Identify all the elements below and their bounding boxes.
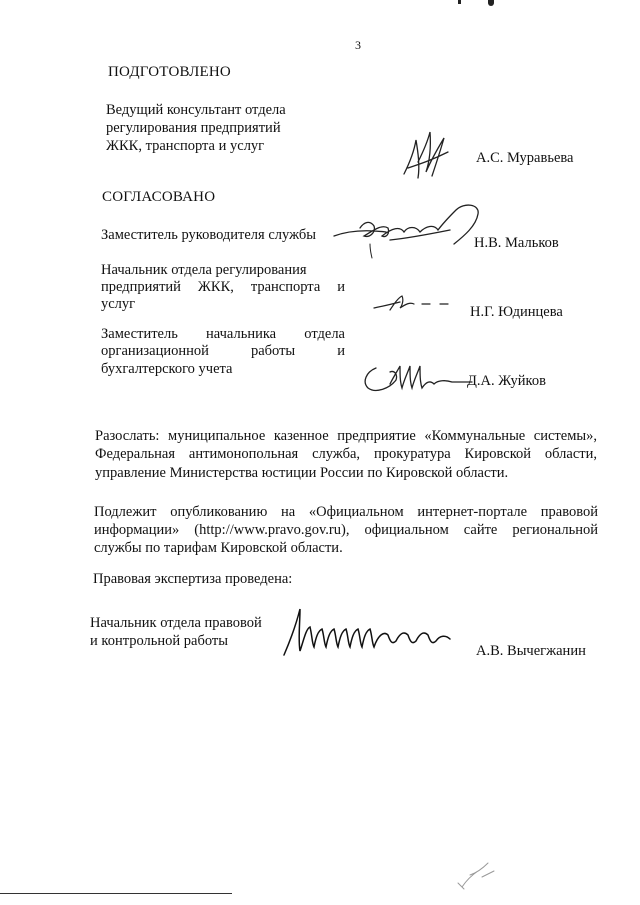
signature-muraveva [396, 122, 466, 192]
agreed-signer-3-position: организационной работы и [101, 343, 345, 359]
publication-line: службы по тарифам Кировской области. [94, 540, 343, 556]
distribution-line: Федеральная антимонопольная служба, прокуратура Кировской области, [95, 446, 597, 462]
agreed-signer-3-name: Д.А. Жуйков [467, 373, 546, 389]
publication-line: Подлежит опубликованию на «Официальном интернет-портале правовой [94, 504, 598, 520]
agreed-signer-3-position: Заместитель начальника отдела [101, 326, 345, 342]
prepared-position-line: регулирования предприятий [106, 120, 281, 136]
agreed-signer-1-name: Н.В. Мальков [474, 235, 559, 251]
agreed-signer-1-position: Заместитель руководителя службы [101, 227, 317, 243]
signature-vychegzhanin [270, 605, 460, 660]
distribution-line: управление Министерства юстиции России по Кировской области. [95, 465, 509, 481]
bottom-rule [0, 893, 232, 894]
agreed-signer-2-name: Н.Г. Юдинцева [470, 304, 563, 320]
prepared-heading: ПОДГОТОВЛЕНО [108, 64, 231, 80]
agreed-signer-2-position: услуг [101, 296, 136, 312]
prepared-position-line: Ведущий консультант отдела [106, 102, 286, 118]
signature-malkov [330, 200, 490, 260]
scan-artifact [488, 0, 494, 6]
legal-review-position: и контрольной работы [90, 633, 228, 649]
scan-artifact [458, 0, 461, 4]
agreed-signer-2-position: предприятий ЖКК, транспорта и [101, 279, 345, 295]
legal-review-name: А.В. Вычегжанин [476, 643, 586, 659]
legal-review-position: Начальник отдела правовой [90, 615, 262, 631]
signature-zhuykov [360, 358, 480, 398]
agreed-heading: СОГЛАСОВАНО [102, 189, 216, 205]
page-number: 3 [355, 38, 361, 52]
legal-review-text: Правовая экспертиза проведена: [93, 571, 293, 587]
prepared-position-line: ЖКК, транспорта и услуг [106, 138, 265, 154]
agreed-signer-3-position: бухгалтерского учета [101, 361, 233, 377]
prepared-name: А.С. Муравьева [476, 150, 574, 166]
publication-line: информации» (http://www.pravo.gov.ru), официальном сайте региональной [94, 522, 598, 538]
pencil-mark [452, 855, 502, 895]
distribution-line: Разослать: муниципальное казенное предприятие «Коммунальные системы», [95, 428, 597, 444]
signature-yudintseva [370, 290, 460, 320]
agreed-signer-2-position: Начальник отдела регулирования [101, 262, 307, 278]
